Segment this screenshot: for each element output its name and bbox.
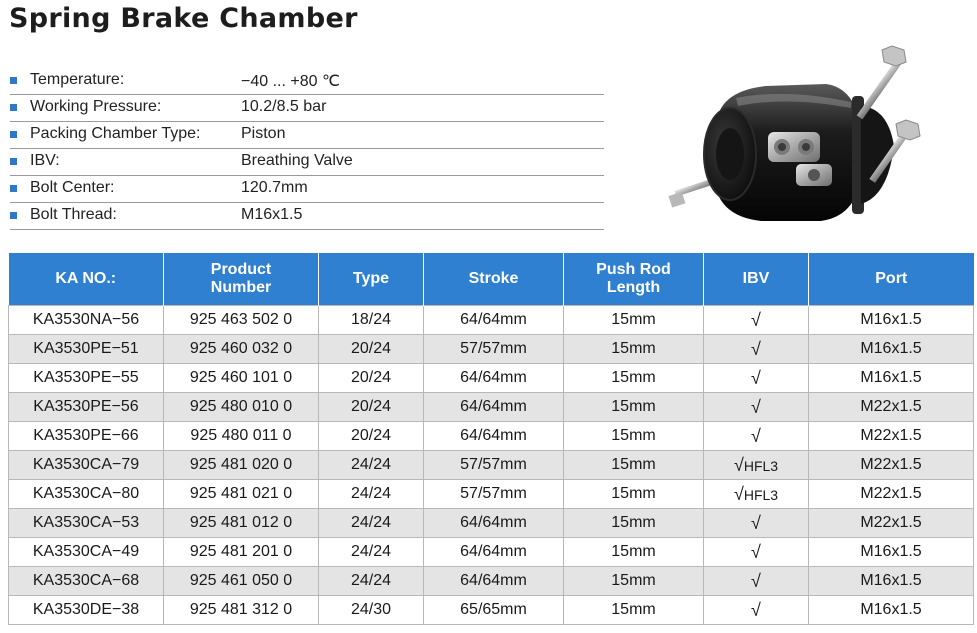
cell-push-rod-length: 15mm (564, 422, 704, 451)
spec-value: 120.7mm (241, 179, 308, 196)
cell-ibv (704, 335, 809, 364)
table-row (9, 335, 974, 364)
cell-type: 24/24 (319, 538, 424, 567)
spec-value: Breathing Valve (241, 152, 353, 169)
cell-ka-no: KA3530PE−56 (9, 393, 164, 422)
table-row (9, 538, 974, 567)
cell-ibv (704, 480, 809, 509)
table-row (9, 451, 974, 480)
spec-row-bolt-thread (10, 203, 604, 230)
cell-product-number: 925 481 201 0 (164, 538, 319, 567)
cell-product-number: 925 481 012 0 (164, 509, 319, 538)
brake-chamber-product-image (656, 36, 928, 232)
column-header-ka-no: KA NO.: (9, 253, 164, 306)
check-mark-icon: √ (751, 512, 761, 533)
cell-type: 24/30 (319, 596, 424, 625)
bullet-icon (10, 104, 17, 111)
cell-product-number: 925 463 502 0 (164, 306, 319, 335)
spec-label: IBV: (30, 152, 60, 169)
cell-push-rod-length: 15mm (564, 509, 704, 538)
spec-row-bolt-center (10, 176, 604, 203)
check-mark-icon: √ (751, 338, 761, 359)
cell-ka-no: KA3530PE−55 (9, 364, 164, 393)
header-product-number-text: Product Number (210, 261, 272, 296)
check-mark-icon: √ (751, 541, 761, 562)
column-header-product-number (164, 253, 319, 306)
cell-ka-no: KA3530CA−80 (9, 480, 164, 509)
cell-type: 18/24 (319, 306, 424, 335)
cell-type: 20/24 (319, 364, 424, 393)
cell-push-rod-length: 15mm (564, 480, 704, 509)
check-mark-icon: √ (751, 599, 761, 620)
table-header-row (9, 253, 974, 306)
cell-ibv (704, 364, 809, 393)
cell-product-number: 925 481 312 0 (164, 596, 319, 625)
cell-ibv (704, 393, 809, 422)
column-header-stroke: Stroke (424, 253, 564, 306)
check-mark-icon: √ (751, 425, 761, 446)
check-mark-icon: √ (751, 367, 761, 388)
bullet-icon (10, 77, 17, 84)
cell-stroke: 64/64mm (424, 393, 564, 422)
check-mark-icon: √ (751, 396, 761, 417)
cell-push-rod-length: 15mm (564, 364, 704, 393)
cell-stroke: 65/65mm (424, 596, 564, 625)
ibv-variant-label: HFL3 (743, 457, 779, 474)
header-push-rod-length-text: Push Rod Length (596, 261, 671, 296)
cell-stroke: 57/57mm (424, 480, 564, 509)
cell-ibv (704, 451, 809, 480)
spec-label: Packing Chamber Type: (30, 125, 201, 142)
cell-ka-no: KA3530CA−79 (9, 451, 164, 480)
spec-list (10, 68, 604, 230)
cell-type: 24/24 (319, 509, 424, 538)
bullet-icon (10, 185, 17, 192)
cell-stroke: 64/64mm (424, 509, 564, 538)
cell-ibv (704, 538, 809, 567)
parts-table (8, 253, 974, 625)
check-mark-icon: √ (733, 454, 744, 475)
ibv-variant-label: HFL3 (743, 486, 779, 503)
column-header-type: Type (319, 253, 424, 306)
cell-port: M22x1.5 (809, 422, 974, 451)
cell-product-number: 925 481 021 0 (164, 480, 319, 509)
cell-ibv (704, 509, 809, 538)
cell-product-number: 925 461 050 0 (164, 567, 319, 596)
cell-stroke: 64/64mm (424, 422, 564, 451)
cell-ka-no: KA3530PE−66 (9, 422, 164, 451)
cell-push-rod-length: 15mm (564, 335, 704, 364)
cell-type: 24/24 (319, 480, 424, 509)
cell-ka-no: KA3530NA−56 (9, 306, 164, 335)
spec-label: Working Pressure: (30, 98, 162, 115)
table-row (9, 596, 974, 625)
table-row (9, 567, 974, 596)
cell-push-rod-length: 15mm (564, 567, 704, 596)
cell-port: M16x1.5 (809, 596, 974, 625)
cell-push-rod-length: 15mm (564, 538, 704, 567)
table-row (9, 422, 974, 451)
cell-product-number: 925 460 101 0 (164, 364, 319, 393)
cell-ibv (704, 422, 809, 451)
column-header-port: Port (809, 253, 974, 306)
cell-stroke: 57/57mm (424, 335, 564, 364)
cell-port: M22x1.5 (809, 451, 974, 480)
cell-ka-no: KA3530PE−51 (9, 335, 164, 364)
cell-port: M22x1.5 (809, 509, 974, 538)
cell-product-number: 925 480 011 0 (164, 422, 319, 451)
cell-stroke: 64/64mm (424, 567, 564, 596)
cell-product-number: 925 480 010 0 (164, 393, 319, 422)
cell-port: M16x1.5 (809, 364, 974, 393)
check-mark-icon: √ (751, 570, 761, 591)
cell-stroke: 64/64mm (424, 306, 564, 335)
spec-label: Bolt Thread: (30, 206, 117, 223)
spec-value: 10.2/8.5 bar (241, 98, 327, 115)
column-header-ibv: IBV (704, 253, 809, 306)
table-row (9, 480, 974, 509)
cell-ka-no: KA3530CA−53 (9, 509, 164, 538)
cell-stroke: 64/64mm (424, 538, 564, 567)
cell-product-number: 925 481 020 0 (164, 451, 319, 480)
cell-ibv (704, 306, 809, 335)
bullet-icon (10, 212, 17, 219)
cell-type: 20/24 (319, 393, 424, 422)
cell-push-rod-length: 15mm (564, 451, 704, 480)
cell-ibv (704, 567, 809, 596)
cell-port: M16x1.5 (809, 306, 974, 335)
spec-row-working-pressure (10, 95, 604, 122)
cell-type: 20/24 (319, 335, 424, 364)
spec-row-temperature (10, 68, 604, 95)
cell-port: M22x1.5 (809, 393, 974, 422)
cell-product-number: 925 460 032 0 (164, 335, 319, 364)
cell-ka-no: KA3530CA−68 (9, 567, 164, 596)
cell-push-rod-length: 15mm (564, 393, 704, 422)
cell-ka-no: KA3530CA−49 (9, 538, 164, 567)
cell-type: 24/24 (319, 567, 424, 596)
bullet-icon (10, 158, 17, 165)
cell-ibv (704, 596, 809, 625)
table-row (9, 393, 974, 422)
cell-port: M22x1.5 (809, 480, 974, 509)
bullet-icon (10, 131, 17, 138)
spec-row-packing-chamber-type (10, 122, 604, 149)
table-row (9, 306, 974, 335)
spec-value: M16x1.5 (241, 206, 303, 223)
cell-push-rod-length: 15mm (564, 596, 704, 625)
cell-ka-no: KA3530DE−38 (9, 596, 164, 625)
cell-type: 20/24 (319, 422, 424, 451)
spec-value: Piston (241, 125, 286, 142)
page-title: Spring Brake Chamber (9, 3, 358, 34)
spec-value: −40 ... +80 ℃ (241, 73, 340, 90)
cell-port: M16x1.5 (809, 567, 974, 596)
column-header-push-rod-length (564, 253, 704, 306)
check-mark-icon: √ (751, 309, 761, 330)
cell-port: M16x1.5 (809, 335, 974, 364)
spec-row-ibv (10, 149, 604, 176)
spec-label: Temperature: (30, 71, 125, 88)
cell-type: 24/24 (319, 451, 424, 480)
cell-push-rod-length: 15mm (564, 306, 704, 335)
check-mark-icon: √ (733, 483, 744, 504)
table-row (9, 509, 974, 538)
cell-stroke: 64/64mm (424, 364, 564, 393)
spec-label: Bolt Center: (30, 179, 115, 196)
cell-port: M16x1.5 (809, 538, 974, 567)
cell-stroke: 57/57mm (424, 451, 564, 480)
table-row (9, 364, 974, 393)
